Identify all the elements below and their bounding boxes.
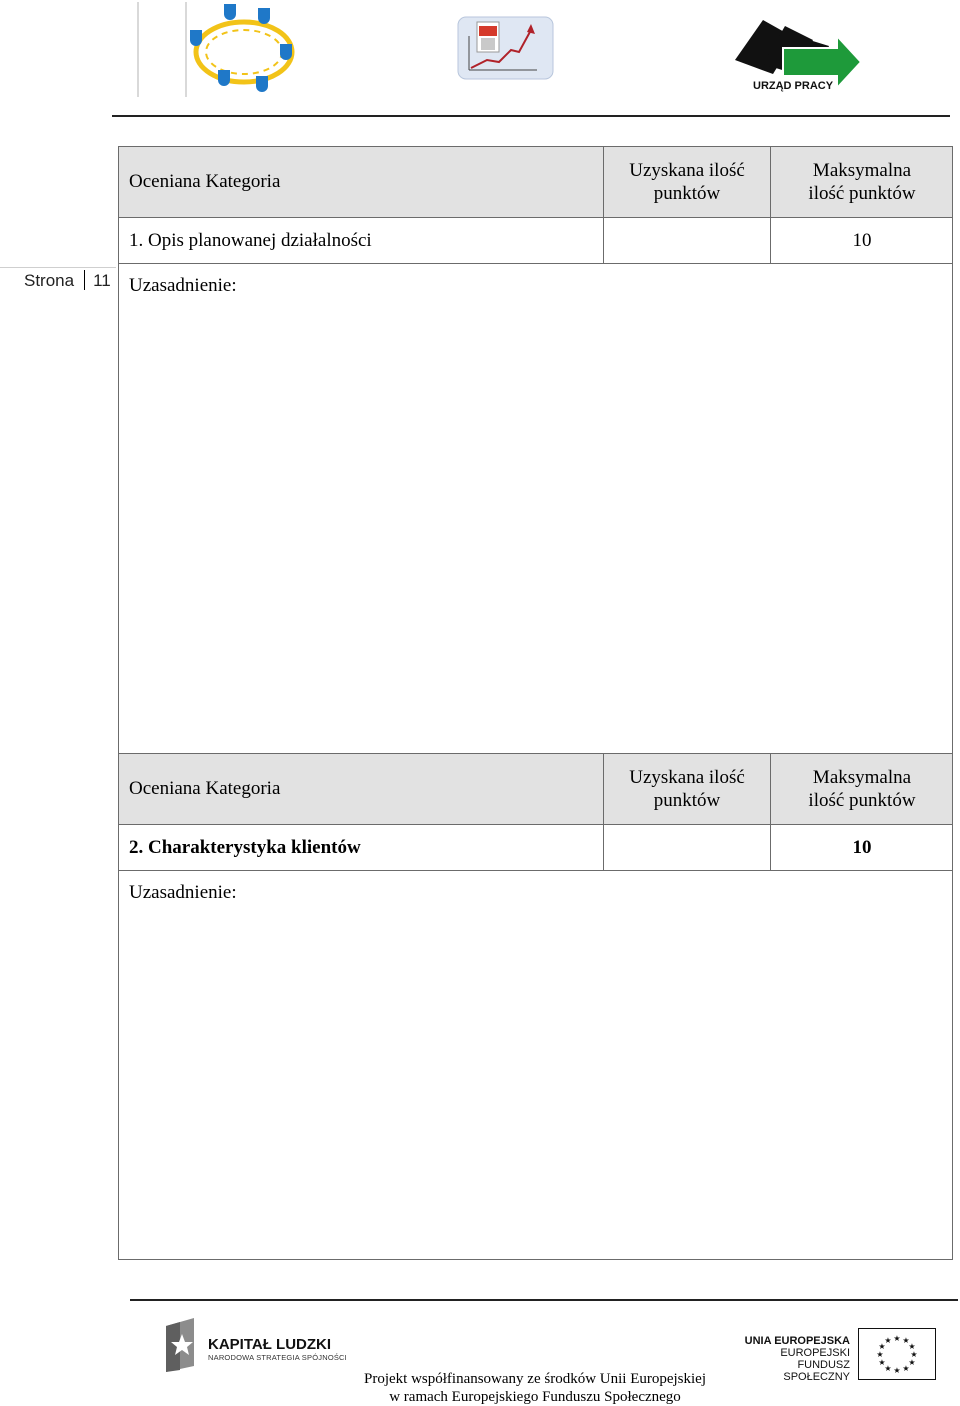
region-logo bbox=[188, 0, 300, 100]
page-number-value: 11 bbox=[93, 271, 111, 290]
svg-text:★: ★ bbox=[884, 1364, 892, 1373]
header-max: Maksymalna ilość punktów bbox=[808, 160, 916, 204]
kapital-ludzki-title: KAPITAŁ LUDZKI bbox=[208, 1336, 332, 1353]
evaluation-table-1 bbox=[118, 146, 953, 754]
max-points: 10 bbox=[852, 230, 872, 251]
category-row bbox=[119, 218, 952, 264]
svg-text:★: ★ bbox=[908, 1358, 916, 1367]
justification-label: Uzasadnienie: bbox=[129, 882, 237, 903]
kapital-ludzki-emblem bbox=[160, 1316, 200, 1374]
eu-flag bbox=[858, 1328, 936, 1380]
svg-text:★: ★ bbox=[884, 1336, 892, 1345]
cofinancing-line-1: Projekt współfinansowany ze środków Unii Europejskiej bbox=[363, 1371, 707, 1387]
page-number-separator bbox=[84, 270, 85, 290]
svg-text:★: ★ bbox=[876, 1350, 884, 1359]
max-points: 10 bbox=[852, 837, 872, 858]
header-max: Maksymalna ilość punktów bbox=[808, 767, 916, 811]
table-header-row bbox=[119, 754, 952, 825]
kapital-ludzki-subtitle: NARODOWA STRATEGIA SPÓJNOŚCI bbox=[208, 1353, 347, 1362]
page-label: Strona bbox=[24, 271, 75, 290]
category-row bbox=[119, 825, 952, 871]
obtained-points-field[interactable] bbox=[604, 825, 771, 870]
eu-title: UNIA EUROPEJSKA bbox=[744, 1335, 850, 1347]
category-name: 1. Opis planowanej działalności bbox=[119, 218, 604, 263]
svg-text:★: ★ bbox=[902, 1364, 910, 1373]
justification-area[interactable] bbox=[119, 871, 952, 1259]
category-name: 2. Charakterystyka klientów bbox=[119, 825, 604, 870]
header-obtained: Uzyskana ilość punktów bbox=[604, 147, 771, 217]
urzad-pracy-text: URZĄD PRACY bbox=[753, 80, 834, 92]
svg-text:★: ★ bbox=[893, 1334, 901, 1343]
eu-line2: EUROPEJSKI bbox=[780, 1347, 850, 1359]
cofinancing-line-2: w ramach Europejskiego Funduszu Społecznego bbox=[389, 1389, 681, 1405]
svg-text:★: ★ bbox=[878, 1358, 886, 1367]
obtained-points-field[interactable] bbox=[604, 218, 771, 263]
header-category: Oceniana Kategoria bbox=[119, 754, 604, 824]
page-number-line bbox=[0, 267, 116, 268]
table-header-row bbox=[119, 147, 952, 218]
justification-area[interactable] bbox=[119, 264, 952, 754]
header-divider bbox=[185, 2, 187, 97]
svg-text:★: ★ bbox=[908, 1342, 916, 1351]
header-obtained: Uzyskana ilość punktów bbox=[604, 754, 771, 824]
header-category: Oceniana Kategoria bbox=[119, 147, 604, 217]
footer-rule bbox=[130, 1299, 958, 1301]
svg-text:★: ★ bbox=[910, 1350, 918, 1359]
header-rule bbox=[112, 115, 950, 117]
svg-text:★: ★ bbox=[878, 1342, 886, 1351]
eu-line3: FUNDUSZ SPOŁECZNY bbox=[783, 1359, 850, 1383]
growth-chart-logo bbox=[457, 16, 554, 80]
urzad-pracy-logo bbox=[733, 16, 865, 96]
justification-label: Uzasadnienie: bbox=[129, 275, 237, 296]
eu-text bbox=[740, 1335, 850, 1383]
page-number bbox=[24, 270, 111, 291]
cofinancing-note bbox=[330, 1370, 740, 1406]
header-divider bbox=[137, 2, 139, 97]
svg-text:★: ★ bbox=[902, 1336, 910, 1345]
evaluation-table-2 bbox=[118, 754, 953, 1260]
svg-text:★: ★ bbox=[893, 1366, 901, 1375]
